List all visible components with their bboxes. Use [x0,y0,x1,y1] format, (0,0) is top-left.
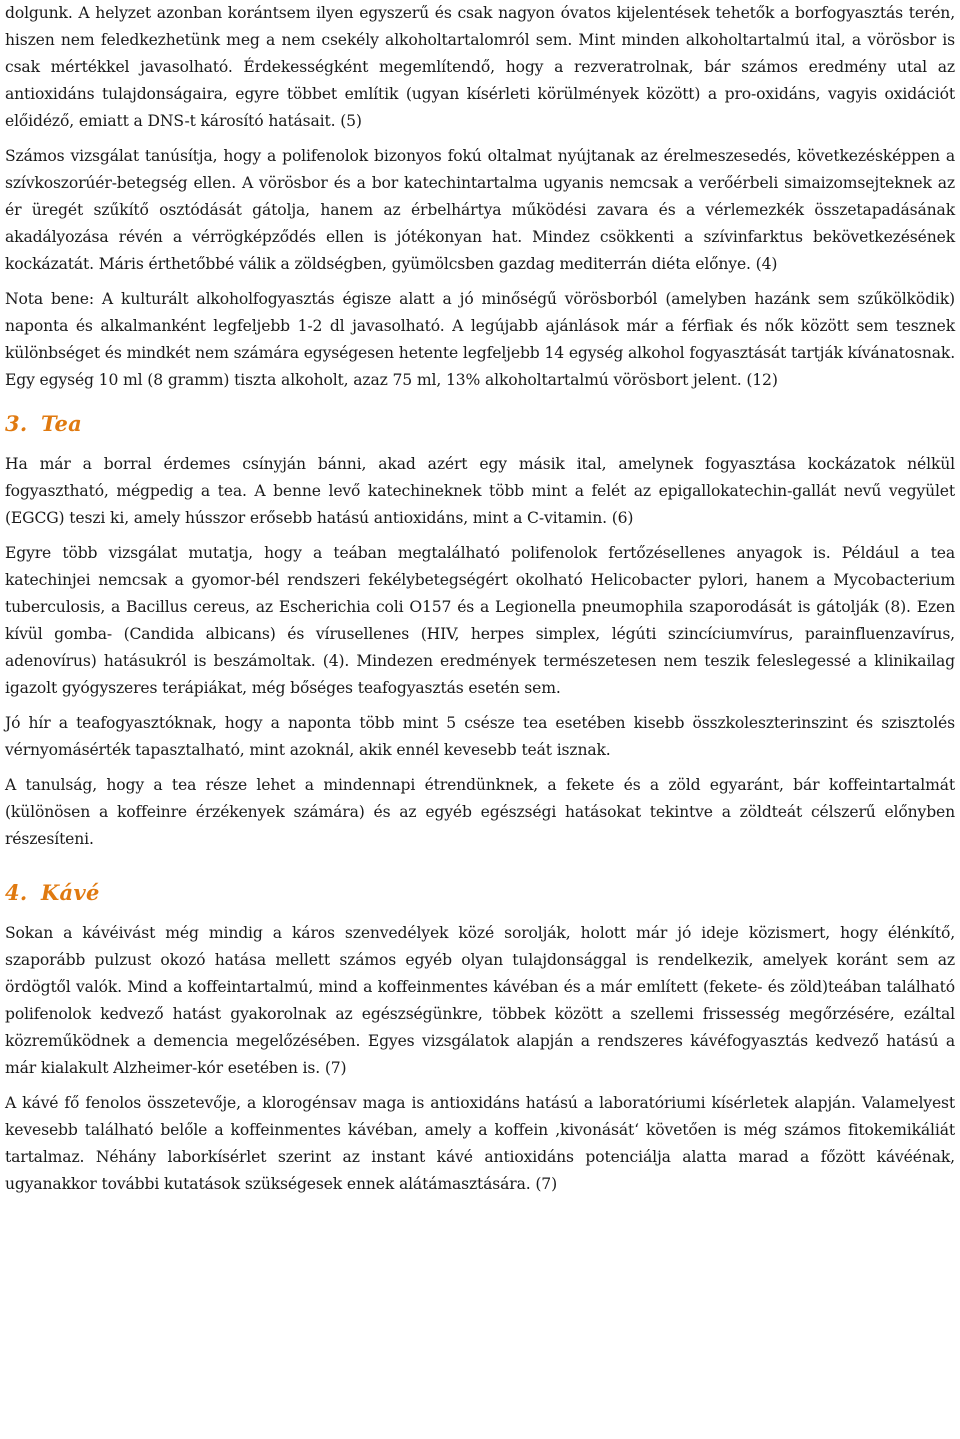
paragraph-wine-intro: dolgunk. A helyzet azonban korántsem ilyen egyszerű és csak nagyon óvatos kijelentések tehetők a borfogyasztás terén, hiszen nem feledkezhetünk meg a nem csekély alkoholtartalomról sem. Mint minden alkoholtartalmú ital, a vörösbor is csak mértékkel javasolható. Érdekességként megemlítendő, hogy a rezveratrolnak, bár számos eredmény utal az antioxidáns tulajdonságaira, egyre többet említik (ugyan kísérleti körülmények között) a pro-oxidáns, vagyis oxidációt előidéző, emiatt a DNS-t károsító hatásait. (5) [5,4,955,130]
document-page [5,0,955,1198]
paragraph-tea-cholesterol: Jó hír a teafogyasztóknak, hogy a naponta több mint 5 csésze tea esetében kisebb összkoleszterinszint és szisztolés vérnyomásérték tapasztalható, mint azoknál, akik ennél kevesebb teát isznak. [5,714,955,759]
section-heading-tea [5,410,955,437]
paragraph-coffee-chlorogenic: A kávé fő fenolos összetevője, a klorogénsav maga is antioxidáns hatású a laboratóriumi kísérletek alapján. Valamelyest kevesebb található belőle a koffeinmentes kávéban, amely a koffein ‚kivonását‘ követően is még számos fitokemikáliát tartalmaz. Néhány laborkísérlet szerint az instant kávé antioxidáns potenciálja alatta marad a főzött kávéénak, ugyanakkor további kutatások szükségesek ennek alátámasztására. (7) [5,1094,955,1193]
paragraph-tea-conclusion: A tanulság, hogy a tea része lehet a mindennapi étrendünknek, a fekete és a zöld egyaránt, bár koffeintartalmát (különösen a koffeinre érzékenyek számára) és az egyéb egészségi hatásokat tekintve a zöldteát célszerű előnyben részesíteni. [5,776,955,848]
paragraph-tea-antimicrobial: Egyre több vizsgálat mutatja, hogy a teában megtalálható polifenolok fertőzésellenes anyagok is. Például a tea katechinjei nemcsak a gyomor-bél rendszeri fekélybetegségért okolható Helicobacter pylori, hanem a Mycobacterium tuberculosis, a Bacillus cereus, az Escherichia coli O157 és a Legionella pneumophila szaporodását is gátolják (8). Ezen kívül gomba- (Candida albicans) és vírusellenes (HIV, herpes simplex, légúti szincíciumvírus, parainfluenzavírus, adenovírus) hatásukról is beszámoltak. (4). Mindezen eredmények természetesen nem teszik feleslegessé a klinikailag igazolt gyógyszeres terápiákat, még bőséges teafogyasztás esetén sem. [5,544,955,697]
section-heading-kave [5,879,955,906]
paragraph-nota-bene: Nota bene: A kulturált alkoholfogyasztás égisze alatt a jó minőségű vörösborból (amelyben hazánk sem szűkölködik) naponta és alkalmanként legfeljebb 1-2 dl javasolható. A legújabb ajánlások már a férfiak és nők között sem tesznek különbséget és mindkét nem számára egységesen hetente legfeljebb 14 egység alkohol fogyasztását tartják kívánatosnak. Egy egység 10 ml (8 gramm) tiszta alkoholt, azaz 75 ml, 13% alkoholtartalmú vörösbort jelent. (12) [5,290,955,389]
paragraph-tea-catechins: Ha már a borral érdemes csínyján bánni, akad azért egy másik ital, amelynek fogyasztása kockázatok nélkül fogyasztható, mégpedig a tea. A benne levő katechineknek több mint a felét az epigallokatechin-gallát nevű vegyület (EGCG) teszi ki, amely hússzor erősebb hatású antioxidáns, mint a C-vitamin. (6) [5,455,955,527]
section-number: 3. [5,411,28,436]
section-title: Tea [41,411,83,436]
paragraph-coffee-benefits: Sokan a kávéivást még mindig a káros szenvedélyek közé sorolják, holott már jó ideje közismert, hogy élénkítő, szaporább pulzust okozó hatása mellett számos egyéb olyan tulajdonsággal is rendelkezik, amelyek koránt sem az ördögtől valók. Mind a koffeintartalmú, mind a koffeinmentes kávéban és a már említett (fekete- és zöld)teában található polifenolok kedvező hatást gyakorolnak az egészségünkre, többek között a szellemi frissesség megőrzésére, ezáltal közreműködnek a demencia megelőzésében. Egyes vizsgálatok alapján a rendszeres kávéfogyasztás kedvező hatású a már kialakult Alzheimer-kór esetében is. (7) [5,924,955,1077]
section-number: 4. [5,880,28,905]
section-title: Kávé [41,880,100,905]
paragraph-polyphenols: Számos vizsgálat tanúsítja, hogy a polifenolok bizonyos fokú oltalmat nyújtanak az érelmeszesedés, következésképpen a szívkoszorúér-betegség ellen. A vörösbor és a bor katechintartalma ugyanis nemcsak a verőérbeli simaizomsejteknek az ér üregét szűkítő osztódását gátolja, hanem az érbelhártya működési zavara és a vérlemezkék összetapadásának akadályozása révén a vérrögképződés ellen is jótékonyan hat. Mindez csökkenti a szívinfarktus bekövetkezésének kockázatát. Máris érthetőbbé válik a zöldségben, gyümölcsben gazdag mediterrán diéta előnye. (4) [5,147,955,273]
